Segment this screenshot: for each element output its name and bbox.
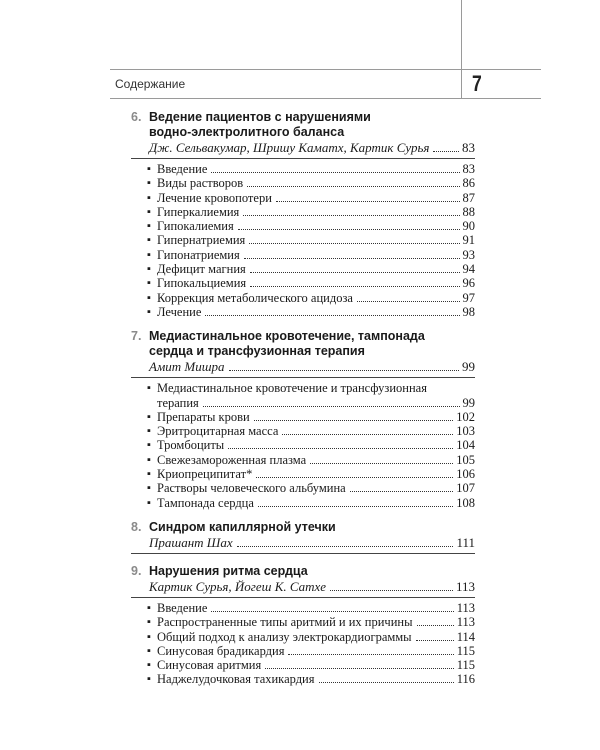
entry-label: Синусовая брадикардия xyxy=(157,643,285,658)
chapter-title[interactable] xyxy=(131,329,475,359)
entry-label: Введение xyxy=(157,600,208,615)
page-ref: 104 xyxy=(456,438,475,453)
toc-entry[interactable] xyxy=(131,467,475,481)
page-ref: 106 xyxy=(456,467,475,482)
leader-dots xyxy=(265,668,453,669)
toc-entry[interactable] xyxy=(131,219,475,233)
page-ref: 86 xyxy=(462,176,475,191)
entry-label: Общий подход к анализу электрокардиограммы xyxy=(157,629,412,644)
leader-dots xyxy=(203,406,460,407)
bullet-icon: ▪ xyxy=(147,616,151,629)
chapter-authors[interactable] xyxy=(131,140,475,159)
toc-entry[interactable] xyxy=(131,233,475,247)
leader-dots xyxy=(205,315,459,316)
entry-label: Виды растворов xyxy=(157,176,244,191)
chapter-7 xyxy=(131,329,475,510)
bullet-icon: ▪ xyxy=(147,482,151,495)
leader-dots xyxy=(254,420,454,421)
leader-dots xyxy=(256,477,453,478)
header-top-rule xyxy=(110,69,541,70)
chapter-title-line: Нарушения ритма сердца xyxy=(149,563,308,578)
leader-dots xyxy=(243,215,459,216)
entry-label: Криопреципитат* xyxy=(157,467,253,482)
chapter-title[interactable] xyxy=(131,110,475,140)
toc-entry[interactable] xyxy=(131,276,475,290)
entry-label: Гиперкалиемия xyxy=(157,204,240,219)
bullet-icon: ▪ xyxy=(147,425,151,438)
page-ref: 99 xyxy=(462,395,475,410)
bullet-icon: ▪ xyxy=(147,659,151,672)
leader-dots xyxy=(228,448,453,449)
bullet-icon: ▪ xyxy=(147,191,151,204)
toc-entry[interactable] xyxy=(131,291,475,305)
authors-text: Дж. Сельвакумар, Шришу Каматх, Картик Сурья xyxy=(149,140,430,155)
toc-entry[interactable] xyxy=(131,381,475,410)
leader-dots xyxy=(416,640,454,641)
page-ref: 114 xyxy=(456,629,475,644)
entry-label: Коррекция метаболического ацидоза xyxy=(157,290,353,305)
toc-entry[interactable] xyxy=(131,630,475,644)
bullet-icon: ▪ xyxy=(147,291,151,304)
page-ref: 99 xyxy=(462,359,475,375)
chapter-8 xyxy=(131,520,475,554)
toc-entry[interactable] xyxy=(131,601,475,615)
page-ref: 83 xyxy=(462,162,475,176)
toc-entry[interactable] xyxy=(131,162,475,176)
header-bottom-rule xyxy=(110,98,541,99)
toc-entry[interactable] xyxy=(131,176,475,190)
leader-dots xyxy=(282,434,453,435)
bullet-icon: ▪ xyxy=(147,305,151,318)
table-of-contents xyxy=(131,110,475,697)
page-ref: 94 xyxy=(462,262,475,277)
chapter-number: 6. xyxy=(131,110,142,124)
entry-label: Тампонада сердца xyxy=(157,495,254,510)
chapter-9 xyxy=(131,564,475,687)
toc-entry[interactable] xyxy=(131,658,475,672)
leader-dots xyxy=(211,172,459,173)
leader-dots xyxy=(237,546,454,547)
bullet-icon: ▪ xyxy=(147,163,151,175)
entry-label: Распространенные типы аритмий и их причины xyxy=(157,615,413,630)
leader-dots xyxy=(249,243,459,244)
entry-label: Гипонатриемия xyxy=(157,247,240,262)
chapter-authors[interactable] xyxy=(131,359,475,378)
bullet-icon: ▪ xyxy=(147,496,151,509)
bullet-icon: ▪ xyxy=(147,277,151,290)
leader-dots xyxy=(310,463,453,464)
chapter-6 xyxy=(131,110,475,319)
leader-dots xyxy=(276,201,460,202)
entry-label: Растворы человеческого альбумина xyxy=(157,481,346,496)
page-ref: 97 xyxy=(462,290,475,305)
chapter-title-line: водно-электролитного баланса xyxy=(149,125,345,139)
entry-label: Гипернатриемия xyxy=(157,233,246,248)
bullet-icon: ▪ xyxy=(147,382,151,395)
bullet-icon: ▪ xyxy=(147,601,151,614)
chapter-authors[interactable] xyxy=(131,535,475,554)
chapter-number: 7. xyxy=(131,329,142,344)
authors-text: Амит Мишра xyxy=(149,359,225,375)
toc-entry[interactable] xyxy=(131,191,475,205)
entry-label: Лечение xyxy=(157,304,202,319)
leader-dots xyxy=(250,286,459,287)
chapter-title[interactable] xyxy=(131,520,475,535)
page-ref: 105 xyxy=(456,452,475,467)
chapter-number: 9. xyxy=(131,563,142,578)
authors-text: Прашант Шах xyxy=(149,534,233,550)
bullet-icon: ▪ xyxy=(147,644,151,657)
bullet-icon: ▪ xyxy=(147,673,151,686)
leader-dots xyxy=(288,654,453,655)
leader-dots xyxy=(319,682,454,683)
page-ref: 107 xyxy=(456,481,475,496)
leader-dots xyxy=(357,301,460,302)
page-ref: 88 xyxy=(462,204,475,219)
leader-dots xyxy=(433,151,459,152)
page-ref: 113 xyxy=(456,615,475,630)
toc-entry[interactable] xyxy=(131,438,475,452)
page-ref: 113 xyxy=(455,578,475,594)
toc-entry[interactable] xyxy=(131,644,475,658)
entry-label: Наджелудочковая тахикардия xyxy=(157,672,315,687)
page-ref: 115 xyxy=(456,658,475,673)
entry-label: Дефицит магния xyxy=(157,262,246,277)
page-ref: 91 xyxy=(462,233,475,248)
toc-entry[interactable] xyxy=(131,496,475,510)
toc-entry[interactable] xyxy=(131,262,475,276)
toc-entry[interactable] xyxy=(131,410,475,424)
leader-dots xyxy=(350,491,454,492)
bullet-icon: ▪ xyxy=(147,468,151,481)
leader-dots xyxy=(244,258,460,259)
bullet-icon: ▪ xyxy=(147,248,151,261)
page-ref: 102 xyxy=(456,409,475,424)
toc-entry[interactable] xyxy=(131,305,475,319)
bullet-icon: ▪ xyxy=(147,234,151,247)
toc-entry[interactable] xyxy=(131,453,475,467)
chapter-number: 8. xyxy=(131,519,142,534)
chapter-title-line: Синдром капиллярной утечки xyxy=(149,519,336,534)
page-ref: 87 xyxy=(462,190,475,205)
page-ref: 111 xyxy=(456,534,475,550)
entry-label: Введение xyxy=(157,162,208,176)
leader-dots xyxy=(417,625,454,626)
toc-entry[interactable] xyxy=(131,424,475,438)
entry-label: Лечение кровопотери xyxy=(157,190,272,205)
leader-dots xyxy=(258,506,453,507)
leader-dots xyxy=(250,272,460,273)
bullet-icon: ▪ xyxy=(147,220,151,233)
bullet-icon: ▪ xyxy=(147,453,151,466)
chapter-authors[interactable] xyxy=(131,579,475,598)
bullet-icon: ▪ xyxy=(147,263,151,276)
bullet-icon: ▪ xyxy=(147,630,151,643)
entry-label: Гипокалиемия xyxy=(157,219,234,234)
page-number: 7 xyxy=(472,71,482,96)
toc-entry[interactable] xyxy=(131,672,475,686)
authors-text: Картик Сурья, Йогеш К. Сатхе xyxy=(149,578,327,594)
page-ref: 113 xyxy=(456,600,475,615)
page-ref: 90 xyxy=(462,219,475,234)
leader-dots xyxy=(211,611,453,612)
entry-label-continued: терапия xyxy=(157,395,199,410)
bullet-icon: ▪ xyxy=(147,410,151,423)
header-vertical-rule xyxy=(461,0,462,98)
page-ref: 108 xyxy=(456,495,475,510)
toc-entry[interactable] xyxy=(131,481,475,495)
chapter-title-line: Ведение пациентов с нарушениями xyxy=(149,110,371,124)
entry-label: Синусовая аритмия xyxy=(157,658,262,673)
leader-dots xyxy=(330,590,453,591)
toc-entry[interactable] xyxy=(131,248,475,262)
entry-label: Гипокальциемия xyxy=(157,276,247,291)
chapter-title[interactable] xyxy=(131,564,475,579)
page-ref: 103 xyxy=(456,424,475,439)
bullet-icon: ▪ xyxy=(147,177,151,190)
running-header-title: Содержание xyxy=(115,77,186,91)
leader-dots xyxy=(247,186,459,187)
entry-label: Медиастинальное кровотечение и трансфузионная xyxy=(157,381,427,396)
page-ref: 96 xyxy=(462,276,475,291)
chapter-title-line: Медиастинальное кровотечение, тампонада xyxy=(149,329,425,344)
entry-label: Эритроцитарная масса xyxy=(157,424,279,439)
toc-entry[interactable] xyxy=(131,205,475,219)
entry-label: Препараты крови xyxy=(157,409,250,424)
leader-dots xyxy=(229,370,459,371)
page-ref: 83 xyxy=(462,140,475,155)
chapter-title-line: сердца и трансфузионная терапия xyxy=(149,344,365,359)
page-ref: 93 xyxy=(462,247,475,262)
toc-entry[interactable] xyxy=(131,615,475,629)
bullet-icon: ▪ xyxy=(147,205,151,218)
page-ref: 98 xyxy=(462,304,475,319)
entry-label: Тромбоциты xyxy=(157,438,225,453)
leader-dots xyxy=(238,229,460,230)
page-ref: 115 xyxy=(456,643,475,658)
bullet-icon: ▪ xyxy=(147,439,151,452)
entry-label: Свежезамороженная плазма xyxy=(157,452,307,467)
page-ref: 116 xyxy=(456,672,475,687)
